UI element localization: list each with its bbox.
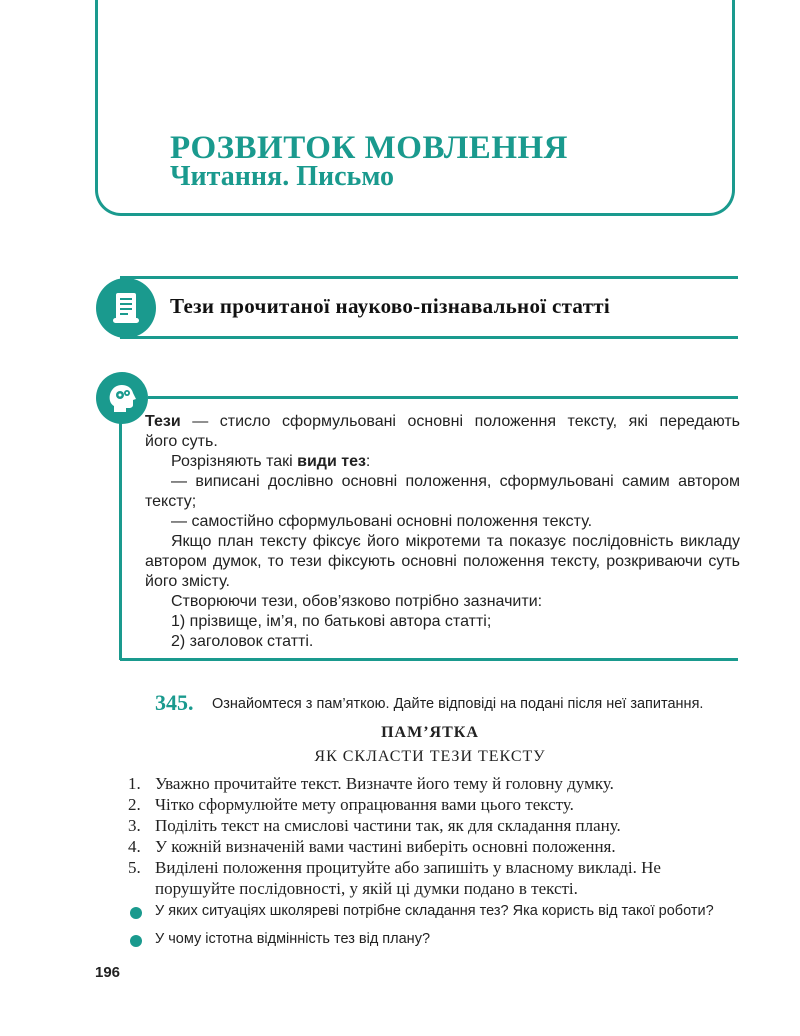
- list-item: [0, 815, 800, 837]
- theory-kind1-line2: тексту;: [145, 493, 197, 510]
- theory-plan-line1: Якщо план тексту фіксує його мікротеми та показує послідовність викладу: [171, 533, 740, 550]
- memo-subtitle: ЯК СКЛАСТИ ТЕЗИ ТЕКСТУ: [314, 748, 546, 765]
- theory-kinds: [171, 452, 370, 472]
- theory-create: Створюючи тези, обов’язково потрібно зазначити:: [171, 593, 543, 610]
- list-item: [0, 836, 800, 858]
- list-item: [0, 857, 800, 879]
- scroll-icon: [96, 278, 156, 338]
- list-item: [0, 794, 800, 816]
- head-gears-icon: [96, 372, 148, 424]
- theory-top-rule: [148, 396, 738, 399]
- bullet-icon: [130, 907, 142, 919]
- question-item: У яких ситуаціях школяреві потрібне складання тез? Яка користь від такої роботи?: [155, 903, 714, 919]
- step-text: Виділені положення процитуйте або запишіть у власному викладі. Не: [155, 858, 661, 877]
- step-number: 1.: [128, 774, 141, 793]
- definition-text: — стисло сформульовані основні положення тексту, які передають: [180, 413, 740, 430]
- step-text: У кожній визначеній вами частині виберіть основні положення.: [155, 837, 616, 856]
- question-item: У чому істотна відмінність тез від плану?: [155, 931, 431, 947]
- theory-bottom-rule: [120, 658, 738, 661]
- theory-item2: 2) заголовок статті.: [171, 633, 314, 650]
- step5-continuation: порушуйте послідовності, у якій ці думки подано в тексті.: [155, 879, 578, 898]
- theory-item1: 1) прізвище, ім’я, по батькові автора статті;: [171, 613, 492, 630]
- term-bold: Тези: [145, 413, 181, 430]
- step-text: Поділіть текст на смислові частини так, як для складання плану.: [155, 816, 621, 835]
- theory-definition-line1: [145, 412, 740, 432]
- section-subtitle: Читання. Письмо: [170, 161, 395, 192]
- step-number: 3.: [128, 816, 141, 835]
- exercise-text: Ознайомтеся з пам’яткою. Дайте відповіді на подані після неї запитання.: [212, 696, 704, 712]
- step-text: Уважно прочитайте текст. Визначте його тему й головну думку.: [155, 774, 614, 793]
- theory-plan-line3: його змісту.: [145, 573, 230, 590]
- memo-title: ПАМ’ЯТКА: [381, 724, 479, 741]
- topic-top-rule: [120, 276, 738, 279]
- bullet-icon: [130, 935, 142, 947]
- kinds-post: :: [365, 453, 371, 470]
- exercise-number: 345.: [155, 690, 194, 715]
- theory-left-rule: [119, 420, 122, 660]
- theory-kind2: — самостійно сформульовані основні положення тексту.: [171, 513, 593, 530]
- kinds-bold: види тез: [297, 453, 366, 470]
- step-number: 2.: [128, 795, 141, 814]
- step-text: Чітко сформулюйте мету опрацювання вами цього тексту.: [155, 795, 574, 814]
- theory-definition-line2: його суть.: [145, 433, 218, 450]
- page-number: 196: [95, 964, 121, 981]
- list-item: [0, 773, 800, 795]
- topic-title: Тези прочитаної науково-пізнавальної статті: [170, 294, 611, 318]
- topic-bottom-rule: [120, 336, 738, 339]
- step-number: 5.: [128, 858, 141, 877]
- step-number: 4.: [128, 837, 141, 856]
- theory-kind1-line1: — виписані дослівно основні положення, сформульовані самим автором: [171, 473, 740, 490]
- section-title: РОЗВИТОК МОВЛЕННЯ: [170, 130, 568, 166]
- kinds-pre: Розрізняють такі: [171, 453, 298, 470]
- theory-plan-line2: автором думок, то тези фіксують основні положення тексту, розкриваючи суть: [145, 553, 740, 570]
